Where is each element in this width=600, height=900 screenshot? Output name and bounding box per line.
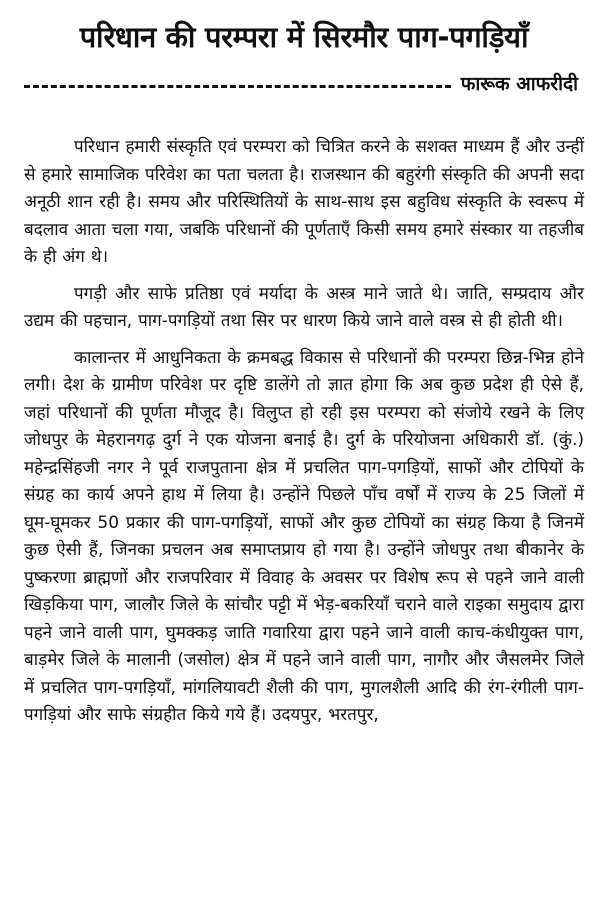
article-title: परिधान की परम्परा में सिरमौर पाग-पगड़ियाँ xyxy=(79,20,529,54)
dashed-rule xyxy=(24,85,451,88)
paragraph: पगड़ी और साफे प्रतिष्ठा एवं मर्यादा के अस्त्र माने जाते थे। जाति, सम्प्रदाय और उद्यम की पहचान, पाग-पगड़ियों तथा सिर पर धारण किये जाने वाले वस्त्र से ही होती थी। xyxy=(24,283,584,331)
paragraph: परिधान हमारी संस्कृति एवं परम्परा को चित्रित करने के सशक्त माध्यम हैं और उन्हीं से हमारे सामाजिक परिवेश का पता चलता है। राजस्थान की बहुरंगी संस्कृति की अपनी सदा अनूठी शान रही है। समय और परिस्थितियों के साथ-साथ इस बहुविध संस्कृति के स्वरूप में बदलाव आता चला गया, जबकि परिधानों की पूर्णताएँ किसी समय हमारे संस्कार या तहजीब के ही अंग थे। xyxy=(24,137,584,267)
author-name: फारूक आफरीदी xyxy=(460,73,578,95)
article-body xyxy=(24,134,584,730)
paragraph: कालान्तर में आधुनिकता के क्रमबद्ध विकास से परिधानों की परम्परा छिन्न-भिन्न होने लगी। देश के ग्रामीण परिवेश पर दृष्टि डालेंगे तो ज्ञात होगा कि अब कुछ प्रदेश ही ऐसे हैं, जहां परिधानों की पूर्णता मौजूद है। विलुप्त हो रही इस परम्परा को संजोये रखने के लिए जोधपुर के मेहरानगढ़ दुर्ग ने एक योजना बनाई है। दुर्ग के परियोजना अधिकारी डॉ. (कुं.) महेन्द्रसिंहजी नगर ने पूर्व राजपुताना क्षेत्र में प्रचलित पाग-पगड़ियों, साफों और टोपियों के संग्रह का कार्य अपने हाथ में लिया है। उन्होंने पिछले पाँच वर्षों में राज्य के 25 जिलों में घूम-घूमकर 50 प्रकार की पाग-पगड़ियों, साफों और कुछ टोपियों का संग्रह किया है जिनमें कुछ ऐसी हैं, जिनका प्रचलन अब समाप्तप्राय हो गया है। उन्होंने जोधपुर तथा बीकानेर के पुष्करणा ब्राह्मणों और राजपरिवार में विवाह के अवसर पर विशेष रूप से पहने जाने वाली खिड़किया पाग, जालौर जिले के सांचौर पट्टी में भेड़-बकरियाँ चराने वाले राइका समुदाय द्वारा पहने जाने वाली पाग, घुमक्कड़ जाति गवारिया द्वारा पहने जाने वाली काच-कंधीयुक्त पाग, बाड़मेर जिले के मालानी (जसोल) क्षेत्र में पहने जाने वाली पाग, नागौर और जैसलमेर जिले में प्रचलित पाग-पगड़ियाँ, मांगलियावटी शैली की पाग, मुगलशैली आदि की रंग-रंगीली पाग-पगड़ियां और साफे संग्रहीत किये गये हैं। उदयपुर, भरतपुर, xyxy=(24,347,584,725)
byline xyxy=(24,70,584,96)
